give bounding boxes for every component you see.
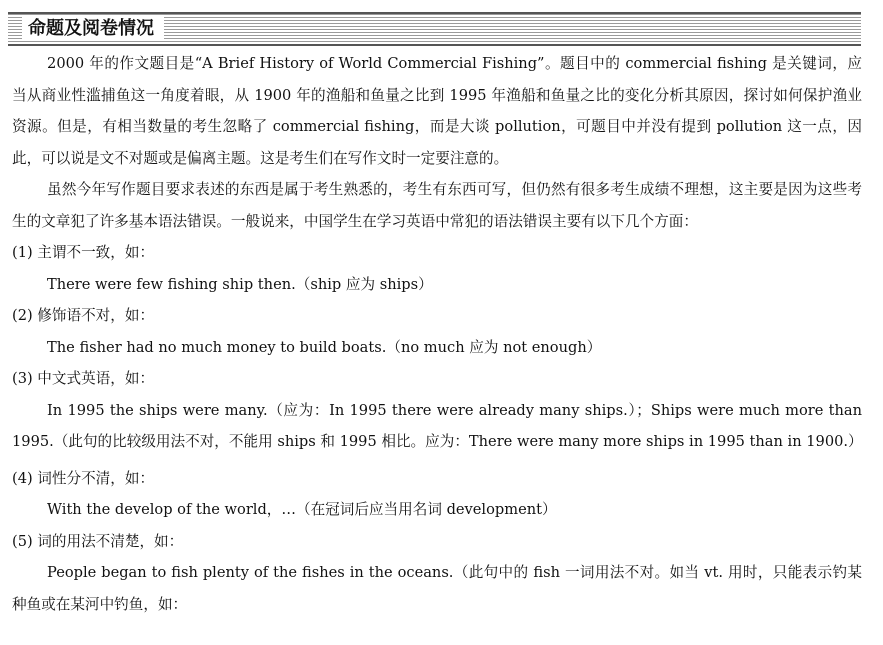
grammar-paragraph: 虽然今年写作题目要求表述的东西是属于考生熟悉的，考生有东西可写，但仍然有很多考生成绩不理想，这主要是因为这些考生的文章犯了许多基本语法错误。一般说来，中国学生在学习英语中常犯的语法错误主要有以下几个方面： (12, 181, 862, 230)
error-example-chinglish: In 1995 the ships were many.（应为：In 1995 there were already many ships.）；Ships were much more than 1995.（此句的比较级用法不对，不能用 ships 和 1995 相比。应为：There were many more ships in 1995 than in 1900.） (12, 401, 863, 450)
intro-paragraph: 2000 年的作文题目是“A Brief History of World Commercial Fishing”。题目中的 commercial fishing 是关键词，应当从商业性滥捕鱼这一角度着眼，从 1900 年的渔船和鱼量之比到 1995 年渔船和鱼量之比的变化分析其原因，探讨如何保护渔业资源。但是，有相当数量的考生忽略了 commercial fishing，而是大谈 pollution，可题目中并没有提到 pollution 这一点，因此，可以说是文不对题或是偏离主题。这是考生们在写作文时一定要注意的。 (12, 55, 862, 167)
section-title: 命题及阅卷情况 (22, 17, 164, 41)
error-example-agreement: There were few fishing ship then.（ship 应为 ships） (47, 275, 433, 293)
error-example-word-usage: People began to fish plenty of the fishes in the oceans.（此句中的 fish 一词用法不对。如当 vt. 用时，只能表示钓某种鱼或在某河中钓鱼，如： (12, 564, 862, 613)
error-heading-chinglish: (3) 中文式英语，如： (12, 370, 155, 387)
error-heading-word-usage: (5) 词的用法不清楚，如： (12, 532, 184, 550)
error-example-part-of-speech: With the develop of the world，…（在冠词后应当用名词 development） (47, 501, 557, 518)
section-heading-bar (8, 12, 861, 46)
document-body (12, 48, 862, 620)
error-heading-agreement: (1) 主谓不一致，如： (12, 244, 155, 261)
error-heading-part-of-speech: (4) 词性分不清，如： (12, 469, 155, 487)
error-heading-modifier: (2) 修饰语不对，如： (12, 307, 155, 324)
error-example-modifier: The fisher had no much money to build boats.（no much 应为 not enough） (47, 338, 602, 356)
